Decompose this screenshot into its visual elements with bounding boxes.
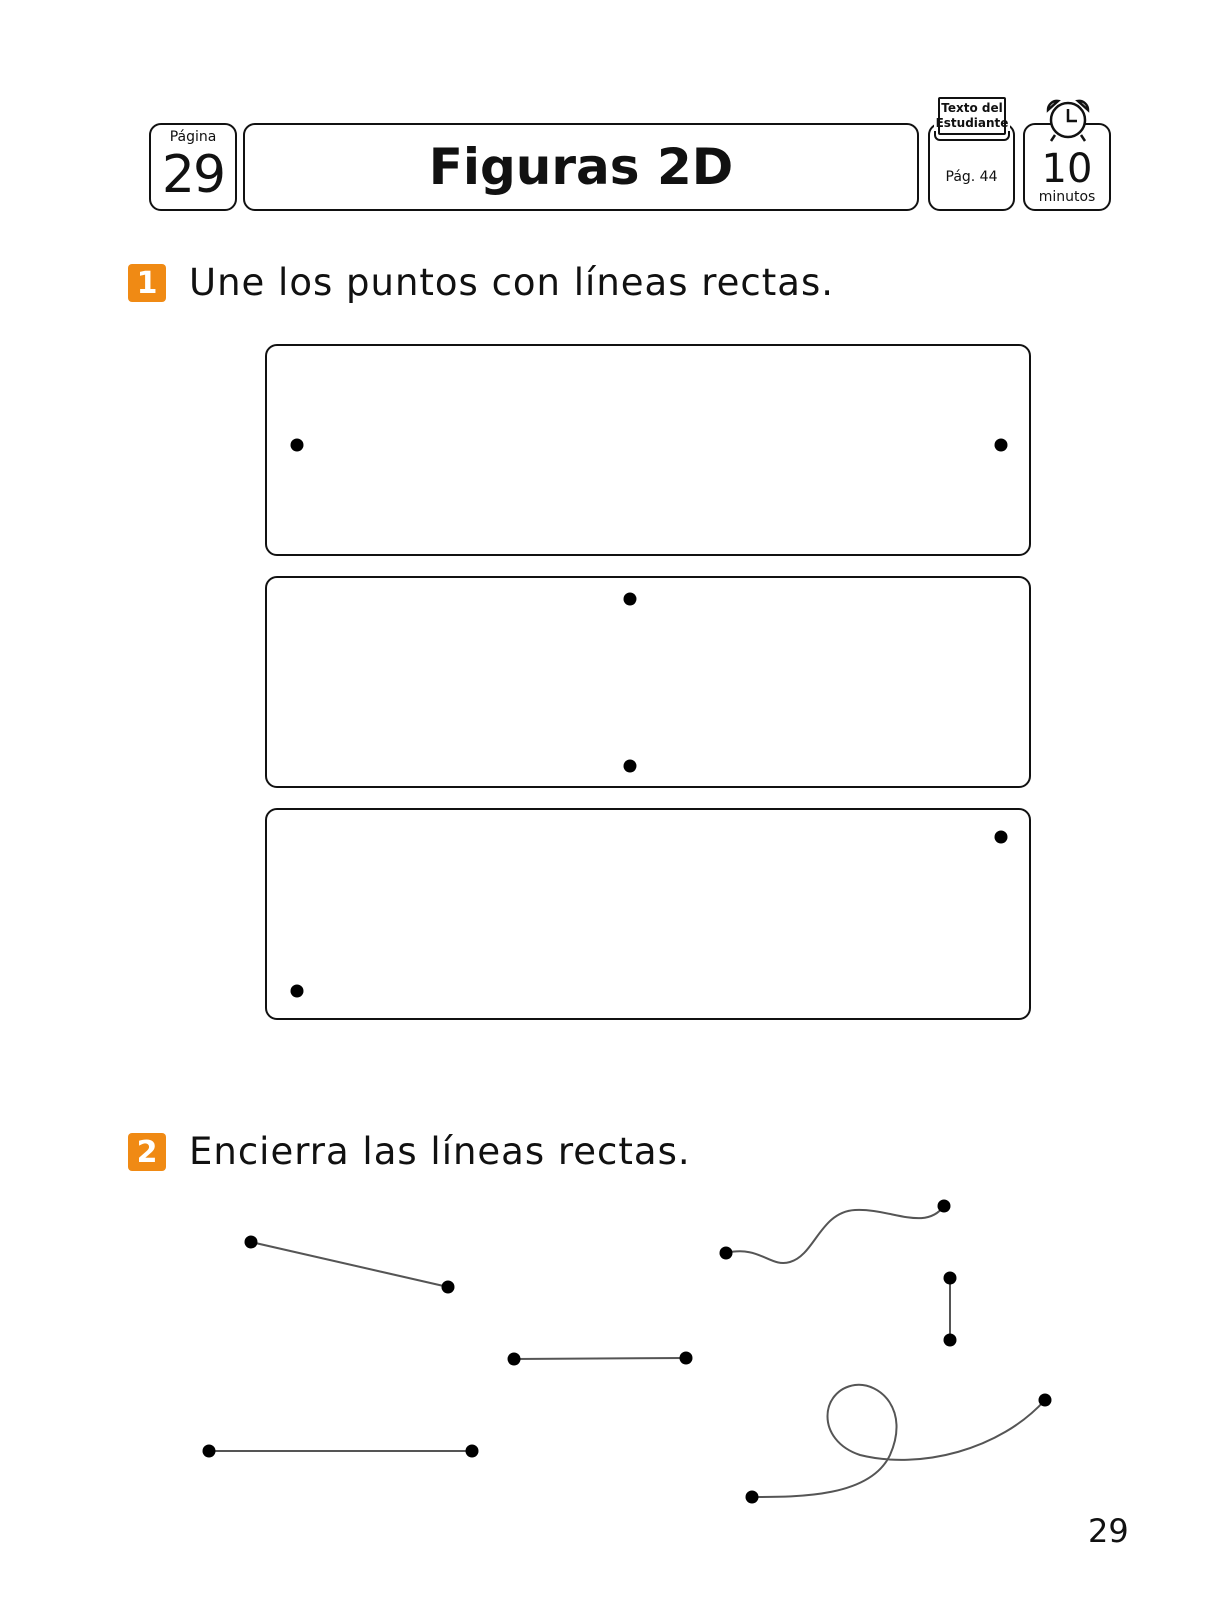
line-endpoint — [466, 1445, 479, 1458]
time-unit: minutos — [1038, 189, 1096, 205]
question-1-text: Une los puntos con líneas rectas. — [189, 261, 834, 304]
line-endpoint — [944, 1334, 957, 1347]
line-endpoint — [1039, 1394, 1052, 1407]
page-label: Página — [169, 129, 217, 145]
line-endpoint — [442, 1281, 455, 1294]
page-title: Figuras 2D — [428, 138, 734, 196]
line-endpoint — [680, 1352, 693, 1365]
page-number: 29 — [161, 145, 225, 205]
line-endpoint — [944, 1272, 957, 1285]
line-endpoint — [746, 1491, 759, 1504]
loop-line — [752, 1385, 1045, 1497]
student-text-page: Pág. 44 — [945, 169, 998, 185]
footer-page-number: 29 — [1088, 1512, 1129, 1550]
time-value: 10 — [1041, 146, 1093, 192]
question-2-text: Encierra las líneas rectas. — [189, 1130, 691, 1173]
book-label-line1: Texto del — [941, 101, 1003, 115]
line-endpoint — [938, 1200, 951, 1213]
question-1-badge: 1 — [128, 264, 166, 302]
straight-line — [251, 1242, 448, 1287]
line-endpoint — [720, 1247, 733, 1260]
straight-line — [514, 1358, 686, 1359]
curved-line — [726, 1206, 944, 1263]
line-endpoint — [245, 1236, 258, 1249]
book-label-line2: Estudiante — [935, 116, 1009, 130]
line-endpoint — [203, 1445, 216, 1458]
line-endpoint — [508, 1353, 521, 1366]
question-2-badge: 2 — [128, 1133, 166, 1171]
